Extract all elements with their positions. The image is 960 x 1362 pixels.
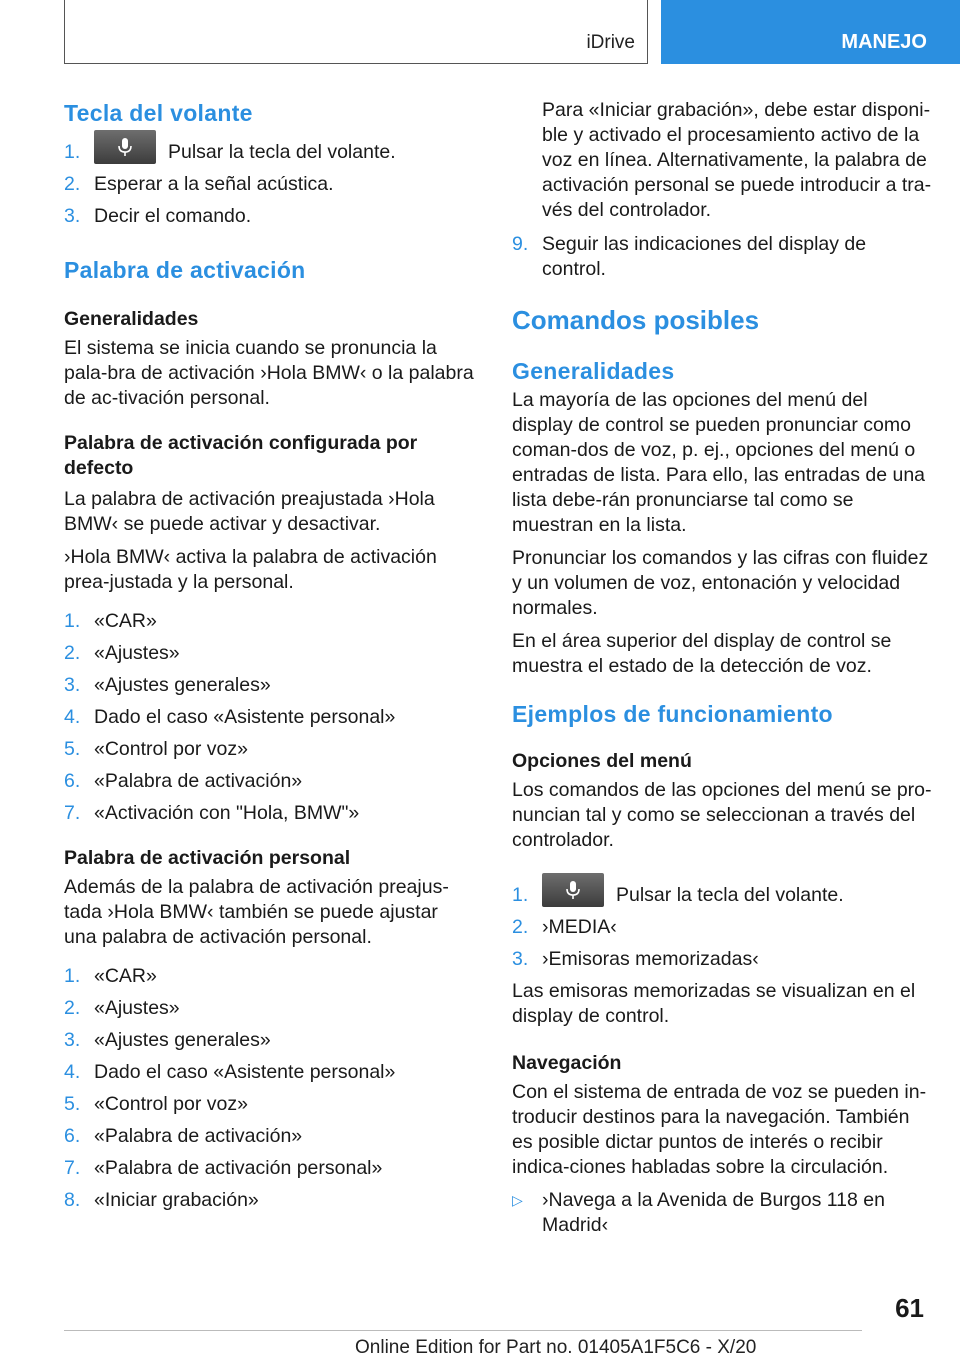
- header-section-title: iDrive: [586, 32, 635, 53]
- list-item: 1. Pulsar la tecla del volante.: [64, 140, 474, 165]
- paragraph-gen-3: En el área superior del display de control se muestra el estado de la detección de voz.: [512, 630, 892, 677]
- list-item: 8. «Iniciar grabación»: [64, 1189, 259, 1211]
- list-item: 7. «Palabra de activación personal»: [64, 1157, 383, 1179]
- header-chapter-tab: MANEJO: [661, 0, 960, 64]
- list-item: 1. Pulsar la tecla del volante.: [512, 883, 932, 908]
- defecto-steps-list: [64, 609, 474, 826]
- list-item: 1. «CAR»: [64, 965, 157, 987]
- heading-ejemplos: Ejemplos de funcionamiento: [512, 701, 833, 727]
- steering-key-icon: [94, 130, 156, 164]
- list-item: ▷ ›Navega a la Avenida de Burgos 118 en Madrid‹: [512, 1189, 885, 1236]
- heading-palabra-defecto: Palabra de activación configurada por defecto: [64, 432, 418, 479]
- triangle-bullet-icon: ▷: [512, 1192, 523, 1208]
- list-item: 5. «Control por voz»: [64, 1093, 248, 1115]
- list-item: 5. «Control por voz»: [64, 738, 248, 760]
- paragraph-opciones: Los comandos de las opciones del menú se pro-nuncian tal y como se seleccionan a través del controlador.: [512, 779, 932, 851]
- heading-generalidades-right: Generalidades: [512, 358, 675, 384]
- list-item: 3. ›Emisoras memorizadas‹: [512, 948, 759, 970]
- heading-comandos-posibles: Comandos posibles: [512, 305, 760, 335]
- footer-edition: Online Edition for Part no. 01405A1F5C6 - X/20: [355, 1337, 757, 1358]
- paragraph-gen-2: Pronunciar los comandos y las cifras con fluidez y un volumen de voz, entonación y velocidad normales.: [512, 547, 929, 619]
- footer-divider: [64, 1330, 862, 1331]
- paragraph-personal: Además de la palabra de activación preajus-tada ›Hola BMW‹ también se puede ajustar una palabra de activación personal.: [64, 876, 449, 948]
- list-item: 3. Decir el comando.: [64, 205, 252, 227]
- list-item: 2. «Ajustes»: [64, 642, 180, 664]
- heading-generalidades: Generalidades: [64, 308, 199, 330]
- tecla-steps-list: [64, 140, 474, 229]
- list-item: 3. «Ajustes generales»: [64, 1029, 271, 1051]
- paragraph-navegacion: Con el sistema de entrada de voz se pueden in-troducir destinos para la navegación. También es posible dictar puntos de interés o recibir indica-ciones habladas sobre la circulación.: [512, 1081, 927, 1178]
- page-number: 61: [895, 1293, 924, 1323]
- list-item: 1. «CAR»: [64, 610, 157, 632]
- paragraph-defecto-2: ›Hola BMW‹ activa la palabra de activación prea-justada y la personal.: [64, 546, 437, 593]
- continued-steps-list: [512, 98, 932, 282]
- navegacion-examples-list: [512, 1188, 932, 1238]
- list-item: 6. «Palabra de activación»: [64, 1125, 303, 1147]
- steering-key-icon: [542, 873, 604, 907]
- personal-steps-list: [64, 964, 474, 1213]
- heading-navegacion: Navegación: [512, 1052, 622, 1074]
- list-item: 6. «Palabra de activación»: [64, 770, 303, 792]
- list-item: 4. Dado el caso «Asistente personal»: [64, 1061, 396, 1083]
- header-frame: [64, 0, 648, 64]
- list-item: 9. Seguir las indicaciones del display de control.: [512, 233, 867, 280]
- list-item: 2. «Ajustes»: [64, 997, 180, 1019]
- opciones-steps-list: [512, 883, 932, 972]
- list-item: 3. «Ajustes generales»: [64, 674, 271, 696]
- heading-palabra-activacion: Palabra de activación: [64, 257, 306, 283]
- list-item: 2. ›MEDIA‹: [512, 916, 617, 938]
- paragraph-generalidades: El sistema se inicia cuando se pronuncia la pala-bra de activación ›Hola BMW‹ o la palabra de ac-tivación personal.: [64, 337, 474, 409]
- left-column: [64, 98, 474, 1220]
- paragraph-defecto-1: La palabra de activación preajustada ›Hola BMW‹ se puede activar y desactivar.: [64, 488, 435, 535]
- list-item: 7. «Activación con "Hola, BMW"»: [64, 802, 360, 824]
- heading-palabra-personal: Palabra de activación personal: [64, 847, 351, 869]
- paragraph-gen-1: La mayoría de las opciones del menú del display de control se pueden pronunciar como coman-dos de voz, p. ej., opciones del menú o entradas de lista. Para ello, las entradas de una lista debe-rán pronunciarse tal como se muestran en la lista.: [512, 389, 926, 536]
- heading-opciones-menu: Opciones del menú: [512, 750, 692, 772]
- right-column: [512, 98, 932, 1245]
- paragraph-emisoras: Las emisoras memorizadas se visualizan en el display de control.: [512, 980, 916, 1027]
- list-item: 2. Esperar a la señal acústica.: [64, 173, 334, 195]
- list-item: 4. Dado el caso «Asistente personal»: [64, 706, 396, 728]
- list-item: Para «Iniciar grabación», debe estar disponi-ble y activado el procesamiento activo de la voz en línea. Alternativamente, la palabra de activación personal se puede introducir a tra-vés del controlador.: [542, 99, 932, 221]
- heading-tecla-volante: Tecla del volante: [64, 100, 253, 126]
